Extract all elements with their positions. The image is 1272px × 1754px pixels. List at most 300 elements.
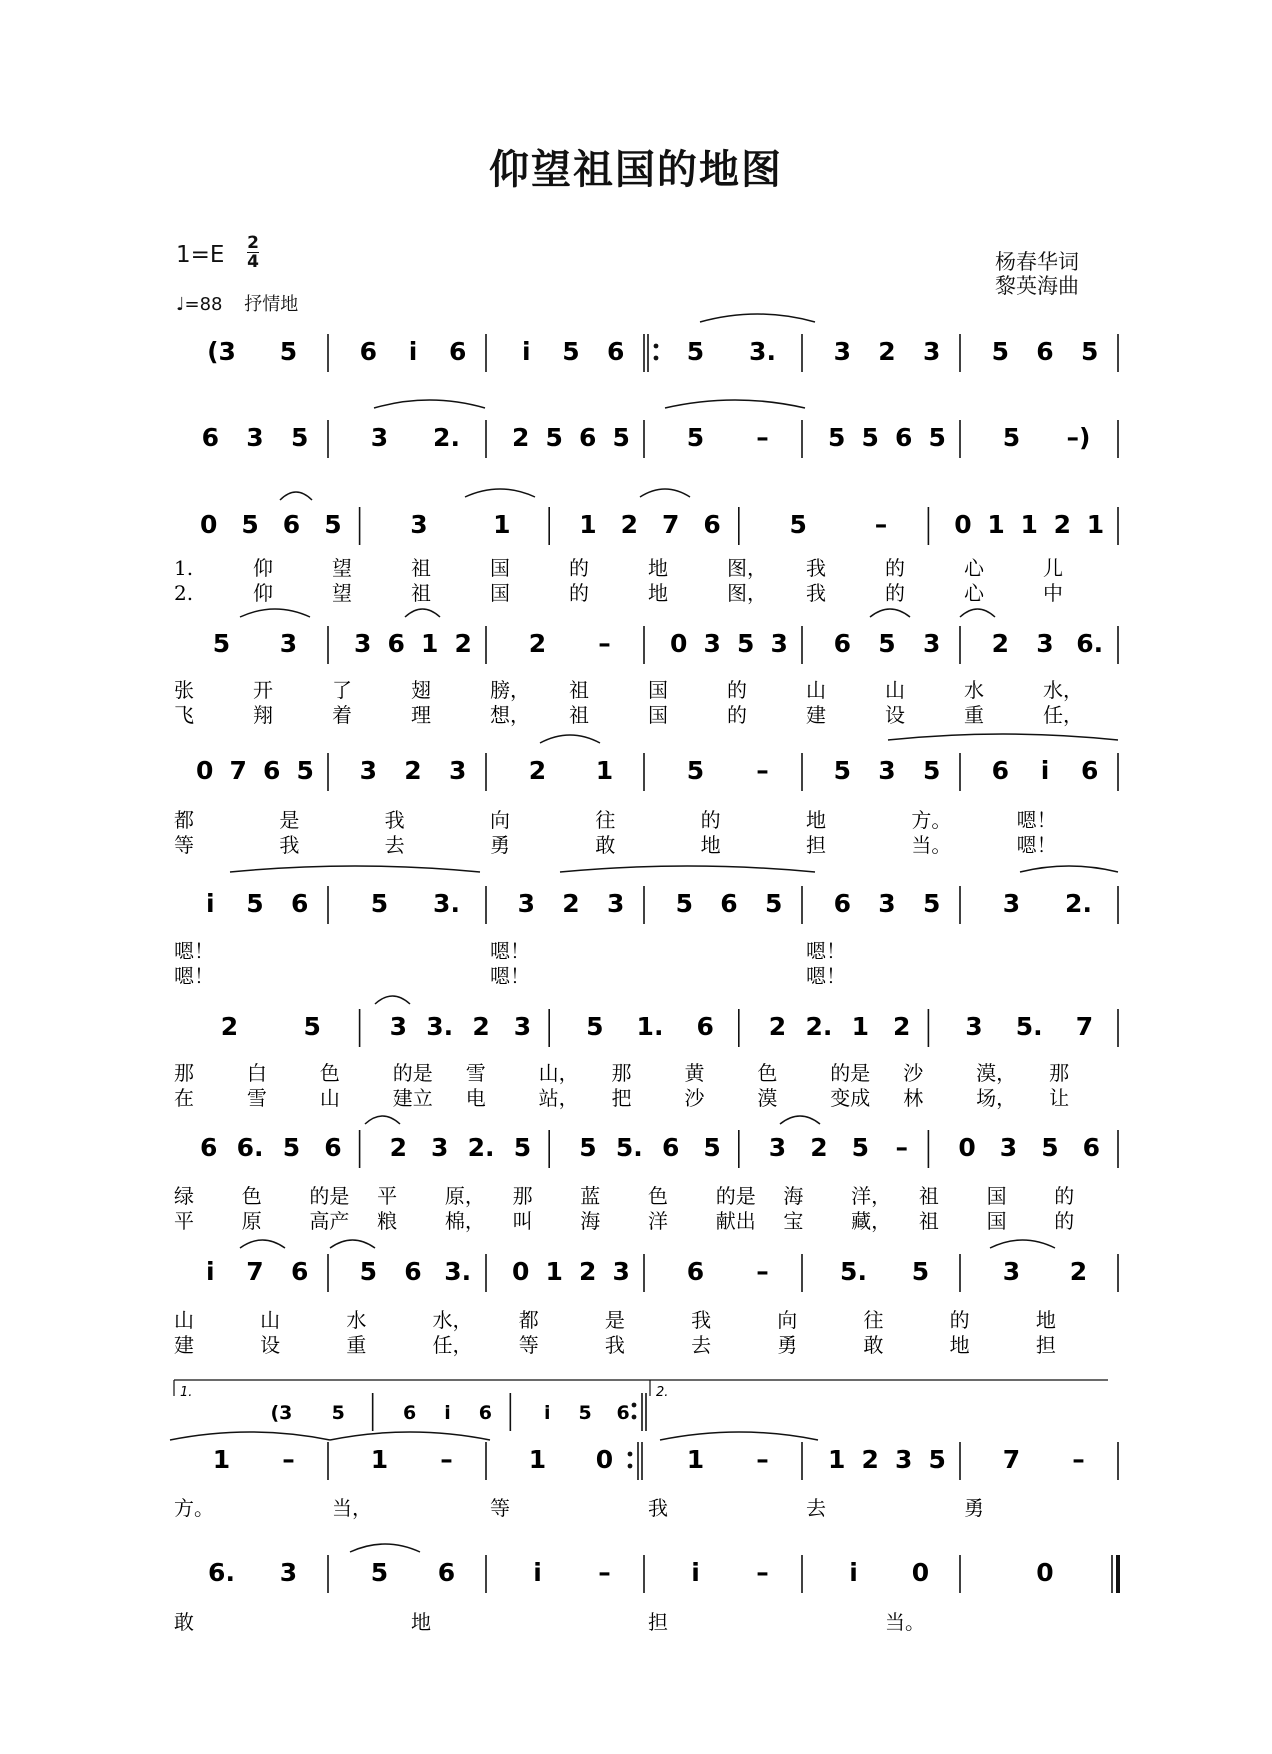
- lyric: 山: [174, 1308, 194, 1332]
- lyric: 水: [346, 1308, 367, 1332]
- tie: [330, 1432, 490, 1440]
- song-title: 仰望祖国的地图: [489, 146, 783, 193]
- note: 3: [878, 889, 896, 918]
- note: 6: [696, 1012, 714, 1041]
- lyric: 国: [986, 1184, 1007, 1208]
- note: 6: [359, 337, 378, 366]
- note: 2: [512, 423, 530, 452]
- tie: [888, 734, 1118, 740]
- lyric: 山: [260, 1308, 281, 1332]
- lyric: 的: [885, 581, 905, 605]
- lyric: 2.: [174, 581, 194, 605]
- note: 6: [387, 629, 405, 658]
- lyric: 设: [885, 703, 905, 727]
- note: –: [1072, 1445, 1085, 1474]
- lyric: 水，: [432, 1308, 473, 1332]
- lyric: 担: [806, 833, 826, 857]
- lyric: 设: [260, 1333, 281, 1357]
- note: 5: [612, 423, 630, 452]
- note: 1: [528, 1445, 547, 1474]
- tempo-value: ♩=88: [176, 294, 223, 315]
- lyric: 海: [783, 1184, 804, 1208]
- note: 3.: [433, 889, 460, 918]
- note: 3.: [749, 337, 776, 366]
- note: 3: [430, 1133, 449, 1162]
- note: 5: [922, 756, 941, 785]
- note: 6.: [236, 1133, 264, 1162]
- note: 5: [686, 337, 705, 366]
- lyric: 祖: [411, 556, 431, 580]
- note: 6: [833, 889, 852, 918]
- lyric: 想，: [490, 703, 530, 727]
- lyric: 蓝: [580, 1184, 601, 1208]
- slur: [960, 609, 995, 617]
- note: 0: [199, 510, 218, 539]
- lyric: 祖: [569, 703, 589, 727]
- lyric: 是: [279, 808, 300, 832]
- note: 5: [359, 1257, 378, 1286]
- note: 6: [199, 1133, 218, 1162]
- lyric: 的: [885, 556, 905, 580]
- note: –: [895, 1133, 908, 1162]
- note: 5: [324, 510, 342, 539]
- slur: [240, 609, 310, 617]
- note: 2: [892, 1012, 911, 1041]
- lyric: 沙: [903, 1061, 924, 1085]
- note: –: [598, 629, 611, 658]
- lyric: 方。: [174, 1496, 214, 1520]
- note: 3: [1036, 629, 1054, 658]
- slur: [640, 489, 690, 497]
- note: 6: [263, 756, 281, 785]
- note: 1: [1020, 510, 1038, 539]
- note: 0: [512, 1257, 530, 1286]
- lyric: 的: [727, 703, 747, 727]
- composer-credit: 黎英海曲: [995, 274, 1079, 298]
- note: 7: [229, 756, 247, 785]
- lyric: 宝: [783, 1209, 804, 1233]
- lyric: 着: [332, 703, 352, 727]
- lyric: 山: [319, 1086, 340, 1110]
- lyric: 水，: [1043, 678, 1083, 702]
- note: 5: [789, 510, 807, 539]
- note: –: [756, 1445, 769, 1474]
- lyric: 理: [411, 703, 431, 727]
- repeat-dot: [632, 1403, 637, 1408]
- repeat-dot: [654, 344, 659, 349]
- lyric: 翅: [411, 678, 431, 702]
- note: 6: [703, 510, 721, 539]
- note: 0: [958, 1133, 976, 1162]
- note: 5: [296, 756, 314, 785]
- note: 5: [1002, 423, 1021, 452]
- note: 3: [246, 423, 264, 452]
- lyric: 图，: [727, 556, 767, 580]
- note: 1: [851, 1012, 870, 1041]
- slur: [990, 1240, 1055, 1248]
- note: 2: [528, 629, 547, 658]
- note: 2: [389, 1133, 408, 1162]
- note: i: [533, 1558, 542, 1587]
- lyric: 嗯！: [806, 939, 846, 963]
- note: 6: [324, 1133, 342, 1162]
- lyric: 献出: [715, 1209, 756, 1233]
- note: 5: [703, 1133, 721, 1162]
- lyric: 我: [691, 1308, 712, 1332]
- lyric: 向: [490, 808, 510, 832]
- lyric: 膀，: [490, 678, 530, 702]
- key-signature: 1=E: [176, 242, 225, 268]
- note: 5: [922, 889, 941, 918]
- note: 1: [686, 1445, 705, 1474]
- lyric: 站，: [538, 1086, 579, 1110]
- note: 2.: [805, 1012, 833, 1041]
- note: 5: [241, 510, 259, 539]
- lyric: 任，: [432, 1333, 473, 1357]
- lyric: 洋，: [851, 1184, 892, 1208]
- lyric: 我: [384, 808, 405, 832]
- note: 5: [737, 629, 755, 658]
- lyric: 的是: [715, 1184, 756, 1208]
- lyric: 我: [806, 581, 826, 605]
- lyric: 嗯！: [174, 939, 214, 963]
- note: 5: [586, 1012, 604, 1041]
- lyric: 仰: [253, 556, 273, 580]
- slur: [350, 1544, 420, 1552]
- lyric: 把: [611, 1086, 632, 1110]
- note: –: [756, 423, 769, 452]
- lyric: 的: [949, 1308, 970, 1332]
- lyric: 都: [518, 1308, 539, 1332]
- note: 1: [493, 510, 511, 539]
- note: 3: [770, 629, 788, 658]
- note: 1: [370, 1445, 389, 1474]
- note: 3: [359, 756, 378, 785]
- lyric: 去: [691, 1333, 712, 1357]
- note: 6: [661, 1133, 680, 1162]
- lyric: 沙: [684, 1086, 705, 1110]
- note: 5: [675, 889, 694, 918]
- note: 6: [895, 423, 913, 452]
- note: 5: [686, 756, 705, 785]
- lyric: 平: [377, 1184, 398, 1208]
- lyric: 原: [241, 1209, 262, 1233]
- note: 0: [1036, 1558, 1054, 1587]
- note: 3: [922, 629, 941, 658]
- note: i: [408, 337, 418, 366]
- slur: [780, 1116, 820, 1124]
- lyric: 祖: [569, 678, 589, 702]
- note: 2: [454, 629, 472, 658]
- lyric: 那: [174, 1061, 194, 1085]
- note: 7: [246, 1257, 264, 1286]
- note: i: [691, 1558, 700, 1587]
- lyric: 色: [241, 1184, 262, 1208]
- slur: [540, 735, 600, 743]
- note: 2: [878, 337, 896, 366]
- note: 5: [828, 423, 846, 452]
- lyric: 方。: [911, 808, 952, 832]
- note: 5: [686, 423, 705, 452]
- note: 6: [290, 1257, 309, 1286]
- note: (3: [207, 337, 236, 366]
- lyric: 中: [1043, 581, 1063, 605]
- lyric: 心: [964, 581, 984, 605]
- note: 5: [212, 629, 231, 658]
- lyric: 嗯！: [490, 939, 530, 963]
- time-signature-bottom: 4: [247, 252, 259, 272]
- note: 5: [303, 1012, 321, 1041]
- note: 2.: [467, 1133, 495, 1162]
- note: 6: [720, 889, 738, 918]
- repeat-dot: [632, 1415, 637, 1420]
- note: 6: [437, 1558, 456, 1587]
- lyric: 勇: [490, 833, 510, 857]
- lyric: 嗯！: [1016, 808, 1057, 832]
- lyric: 雪: [246, 1086, 267, 1110]
- volta-label-2: 2.: [656, 1385, 669, 1400]
- slur: [870, 609, 910, 617]
- note: 5: [861, 423, 879, 452]
- note: 2: [404, 756, 422, 785]
- note: 5: [562, 337, 580, 366]
- note: 5: [370, 1558, 389, 1587]
- note: i: [206, 889, 215, 918]
- note: 6: [402, 1402, 417, 1424]
- expression-marking: 抒情地: [244, 294, 299, 315]
- lyric: 的: [1054, 1184, 1075, 1208]
- lyric: 嗯！: [806, 964, 846, 988]
- note: 6: [579, 423, 597, 452]
- lyric: 向: [777, 1308, 798, 1332]
- lyric: 棉，: [444, 1209, 485, 1233]
- lyric: 了: [332, 678, 352, 702]
- lyric: 山: [806, 678, 826, 702]
- lyric: 1.: [174, 556, 194, 580]
- note: 2: [220, 1012, 239, 1041]
- slur: [405, 609, 440, 617]
- note: 6: [616, 1402, 630, 1424]
- note: 3: [1002, 889, 1021, 918]
- lyric: 洋: [648, 1209, 668, 1233]
- note: 3: [895, 1445, 913, 1474]
- note: 6: [404, 1257, 422, 1286]
- note: 3: [279, 629, 298, 658]
- lyric: 儿: [1043, 556, 1063, 580]
- note: 3: [1002, 1257, 1021, 1286]
- note: 5: [764, 889, 783, 918]
- note: 3: [448, 756, 467, 785]
- lyric: 那: [611, 1061, 632, 1085]
- note: i: [522, 337, 531, 366]
- lyric: 地: [700, 833, 721, 857]
- note: 1: [828, 1445, 846, 1474]
- note: 2: [528, 756, 547, 785]
- lyric: 场，: [976, 1086, 1017, 1110]
- note: 6: [1036, 337, 1054, 366]
- note: 3: [410, 510, 428, 539]
- note: 1: [212, 1445, 231, 1474]
- note: 5: [282, 1133, 301, 1162]
- note: –: [756, 756, 769, 785]
- note: –: [440, 1445, 453, 1474]
- lyric: 重: [346, 1333, 367, 1357]
- lyric: 祖: [411, 581, 431, 605]
- lyric: 等: [490, 1496, 510, 1520]
- note: 5: [878, 629, 896, 658]
- lyric: 地: [806, 808, 826, 832]
- lyric: 藏，: [851, 1209, 892, 1233]
- note: 6: [290, 889, 309, 918]
- tie: [374, 400, 485, 408]
- lyric: 仰: [253, 581, 273, 605]
- note: i: [444, 1402, 451, 1424]
- lyric: 建: [806, 703, 826, 727]
- tie: [660, 1432, 818, 1440]
- note: 6: [282, 510, 301, 539]
- lyric: 的是: [830, 1061, 871, 1085]
- note: 3: [922, 337, 941, 366]
- lyric: 白: [246, 1061, 267, 1085]
- slur: [465, 489, 535, 497]
- note: 3: [517, 889, 536, 918]
- lyric: 嗯！: [174, 964, 214, 988]
- lyric: 雪: [465, 1061, 486, 1085]
- lyric: 地: [411, 1610, 431, 1634]
- note: 5: [928, 423, 946, 452]
- note: 5: [331, 1402, 345, 1424]
- note: 1: [579, 510, 597, 539]
- lyric: 变成: [830, 1086, 871, 1110]
- lyric: 山，: [538, 1061, 579, 1085]
- lyric: 去: [806, 1496, 826, 1520]
- lyric: 漠，: [976, 1061, 1017, 1085]
- lyric: 勇: [777, 1333, 798, 1357]
- lyric: 翔: [253, 703, 273, 727]
- lyric: 当。: [911, 833, 952, 857]
- lyric: 往: [595, 808, 616, 832]
- note: –: [874, 510, 888, 539]
- lyric: 地: [1035, 1308, 1056, 1332]
- note: i: [1040, 756, 1050, 785]
- lyric: 的: [1054, 1209, 1075, 1233]
- slur: [375, 996, 410, 1004]
- note: 5: [370, 889, 389, 918]
- note: 5: [1041, 1133, 1059, 1162]
- tie: [700, 314, 815, 322]
- note: 2: [579, 1257, 597, 1286]
- tie: [230, 866, 480, 872]
- note: 5: [833, 756, 852, 785]
- lyric: 敢: [174, 1610, 194, 1634]
- lyric: 电: [465, 1086, 486, 1110]
- lyric: 叫: [512, 1209, 533, 1233]
- note: 3.: [444, 1257, 472, 1286]
- lyric: 水: [964, 678, 984, 702]
- lyric: 望: [332, 581, 352, 605]
- note: 5: [928, 1445, 946, 1474]
- lyric: 图，: [727, 581, 767, 605]
- note: i: [206, 1257, 215, 1286]
- note: 5: [991, 337, 1010, 366]
- lyric: 色: [648, 1184, 668, 1208]
- lyric: 地: [949, 1333, 970, 1357]
- lyric: 飞: [174, 703, 194, 727]
- lyric: 山: [885, 678, 905, 702]
- lyric: 嗯！: [1016, 833, 1057, 857]
- lyric: 国: [490, 556, 510, 580]
- lyric: 原，: [444, 1184, 485, 1208]
- note: 6: [448, 337, 467, 366]
- note: 3: [513, 1012, 532, 1041]
- lyric: 建: [174, 1333, 194, 1357]
- note: 5.: [840, 1257, 867, 1286]
- note: 6.: [208, 1558, 235, 1587]
- lyric: 当，: [332, 1496, 372, 1520]
- lyric: 高产: [309, 1209, 350, 1233]
- lyric: 张: [174, 678, 194, 702]
- volta-label-1: 1.: [180, 1385, 193, 1400]
- lyric: 色: [757, 1061, 778, 1085]
- note: 5: [290, 423, 309, 452]
- lyric: 国: [986, 1209, 1007, 1233]
- note: 3.: [426, 1012, 454, 1041]
- note: 5: [578, 1402, 592, 1424]
- slur: [280, 492, 312, 500]
- slur: [330, 1240, 375, 1248]
- note: 1: [421, 629, 439, 658]
- note: 6: [1080, 756, 1099, 785]
- note: 6: [478, 1402, 493, 1424]
- note: 7: [1002, 1445, 1021, 1474]
- note: 5: [545, 423, 563, 452]
- note: –): [1066, 423, 1091, 452]
- note: 5: [851, 1133, 870, 1162]
- lyric: 祖: [918, 1209, 939, 1233]
- lyric: 的: [700, 808, 721, 832]
- note: –: [756, 1558, 769, 1587]
- note: 2: [1069, 1257, 1088, 1286]
- note: i: [544, 1402, 551, 1424]
- note: 3: [370, 423, 389, 452]
- lyric: 担: [1035, 1333, 1056, 1357]
- note: 1: [595, 756, 614, 785]
- lyric: 的是: [309, 1184, 350, 1208]
- note: 0: [911, 1558, 930, 1587]
- lyric: 心: [964, 556, 984, 580]
- lyric: 等: [174, 833, 194, 857]
- note: 2: [1053, 510, 1072, 539]
- tie: [665, 400, 805, 408]
- lyric: 的: [569, 556, 589, 580]
- lyric: 我: [806, 556, 826, 580]
- note: 1.: [636, 1012, 664, 1041]
- note: i: [849, 1558, 858, 1587]
- lyric: 都: [174, 808, 194, 832]
- lyric: 林: [903, 1086, 924, 1110]
- note: 3: [279, 1558, 298, 1587]
- lyric: 的是: [392, 1061, 433, 1085]
- lyric: 那: [512, 1184, 533, 1208]
- note: 5: [246, 889, 264, 918]
- note: 2: [861, 1445, 879, 1474]
- note: 3: [389, 1012, 408, 1041]
- note: 1: [987, 510, 1005, 539]
- lyric: 嗯！: [490, 964, 530, 988]
- note: –: [598, 1558, 611, 1587]
- note: 1: [1086, 510, 1105, 539]
- repeat-dot: [628, 1452, 633, 1457]
